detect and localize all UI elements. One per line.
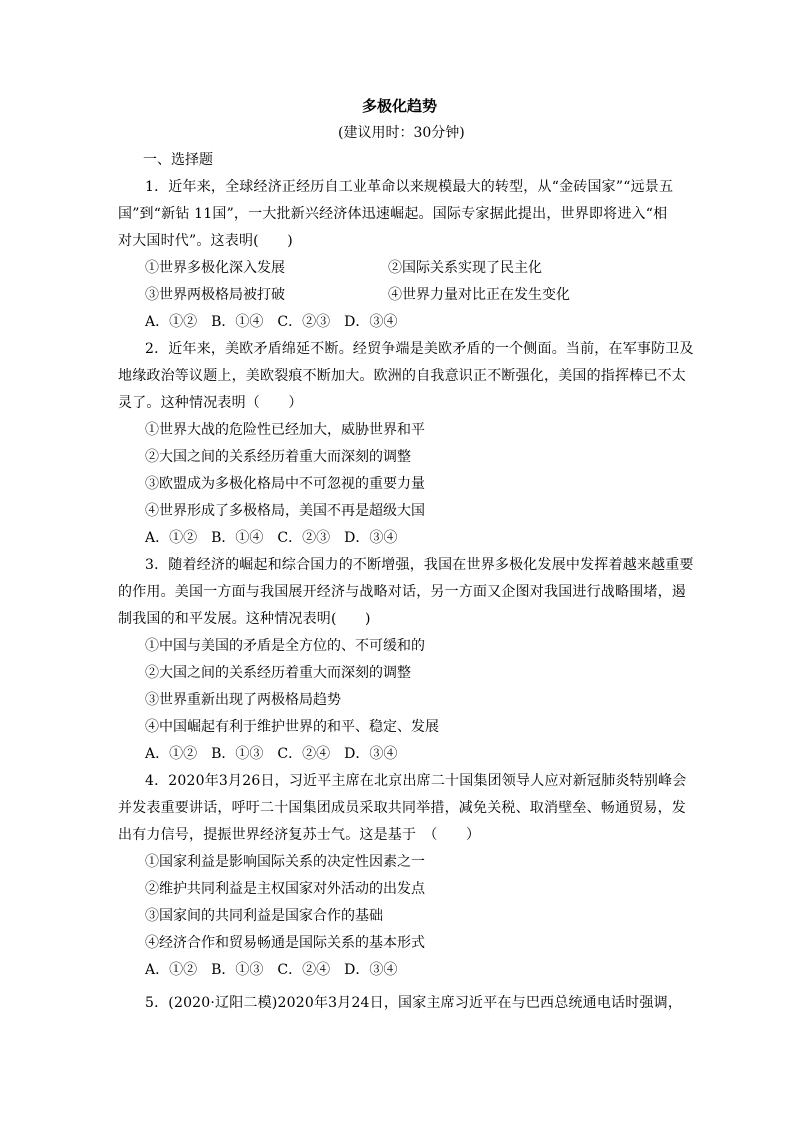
q4-answers: A．①② B．①③ C．②④ D．③④: [145, 962, 398, 978]
q3-option-1: ①中国与美国的矛盾是全方位的、不可缓和的: [145, 638, 425, 654]
q3-stem-line-3: 制我国的和平发展。这种情况表明( ): [118, 611, 371, 627]
q4-option-4: ④经济合作和贸易畅通是国际关系的基本形式: [145, 935, 425, 951]
q2-option-4: ④世界形成了多极格局，美国不再是超级大国: [145, 503, 425, 519]
suggested-time: (建议用时：30分钟): [338, 125, 465, 141]
q1-option-1: ①世界多极化深入发展: [145, 260, 285, 276]
q4-option-3: ③国家间的共同利益是国家合作的基础: [145, 908, 383, 924]
q1-option-4: ④世界力量对比正在发生变化: [388, 287, 570, 303]
q1-stem-line-3: 对大国时代”。这表明( ): [118, 233, 293, 249]
q5-stem-line-1: 5．(2020·辽阳二模)2020年3月24日，国家主席习近平在与巴西总统通电话时强调，: [145, 995, 683, 1011]
q1-stem-line-2: 国”到“新钻 11国”，一大批新兴经济体迅速崛起。国际专家据此提出，世界即将进入“相: [118, 206, 668, 222]
q2-option-1: ①世界大战的危险性已经加大，威胁世界和平: [145, 422, 425, 438]
q3-stem-line-1: 3．随着经济的崛起和综合国力的不断增强，我国在世界多极化发展中发挥着越来越重要: [145, 557, 694, 573]
q2-stem-line-1: 2．近年来，美欧矛盾绵延不断。经贸争端是美欧矛盾的一个侧面。当前，在军事防卫及: [145, 341, 694, 357]
q3-option-3: ③世界重新出现了两极格局趋势: [145, 692, 341, 708]
q2-option-2: ②大国之间的关系经历着重大而深刻的调整: [145, 449, 411, 465]
q3-option-2: ②大国之间的关系经历着重大而深刻的调整: [145, 665, 411, 681]
q4-stem-line-3: 出有力信号，提振世界经济复苏士气。这是基于 （ ）: [118, 827, 481, 843]
section-heading: 一、选择题: [143, 152, 213, 168]
q4-stem-line-2: 并发表重要讲话，呼吁二十国集团成员采取共同举措，减免关税、取消壁垒、畅通贸易，发: [118, 800, 686, 816]
q1-stem-line-1: 1．近年来，全球经济正经历自工业革命以来规模最大的转型，从“金砖国家”“远景五: [145, 179, 674, 195]
q4-option-1: ①国家利益是影响国际关系的决定性因素之一: [145, 854, 425, 870]
q3-answers: A．①② B．①③ C．②④ D．③④: [145, 746, 398, 762]
q2-answers: A．①② B．①④ C．②③ D．③④: [145, 530, 398, 546]
page-title: 多极化趋势: [362, 97, 438, 115]
q1-option-3: ③世界两极格局被打破: [145, 287, 285, 303]
q3-option-4: ④中国崛起有利于维护世界的和平、稳定、发展: [145, 719, 439, 735]
q4-stem-line-1: 4．2020年3月26日，习近平主席在北京出席二十国集团领导人应对新冠肺炎特别峰会: [145, 773, 687, 789]
q1-option-2: ②国际关系实现了民主化: [388, 260, 542, 276]
q2-stem-line-2: 地缘政治等议题上，美欧裂痕不断加大。欧洲的自我意识正不断强化，美国的指挥棒已不太: [118, 368, 686, 384]
q2-option-3: ③欧盟成为多极化格局中不可忽视的重要力量: [145, 476, 425, 492]
q3-stem-line-2: 的作用。美国一方面与我国展开经济与战略对话，另一方面又企图对我国进行战略围堵，遏: [118, 584, 686, 600]
q1-answers: A．①② B．①④ C．②③ D．③④: [145, 314, 398, 330]
q4-option-2: ②维护共同利益是主权国家对外活动的出发点: [145, 881, 425, 897]
q2-stem-line-3: 灵了。这种情况表明（ ）: [118, 395, 303, 411]
